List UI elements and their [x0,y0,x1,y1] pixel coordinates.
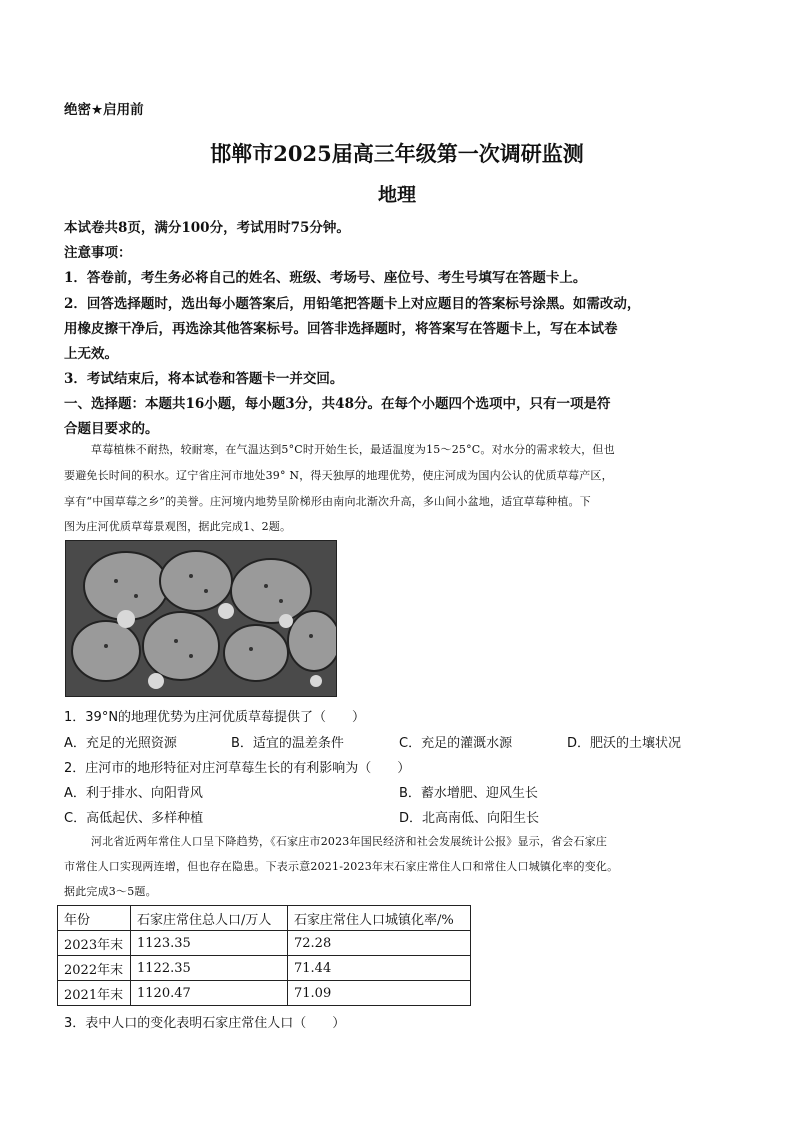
table-cell: 72.28 [288,931,471,956]
passage-2-line-2: 市常住人口实现两连增，但也存在隐患。下表示意2021-2023年末石家庄常住人口和常住人口城镇化率的变化。 [64,860,619,873]
passage-1-line-4: 图为庄河优质草莓景观图，据此完成1、2题。 [64,520,292,533]
table-cell: 71.44 [288,956,471,981]
table-header-population: 石家庄常住总人口/万人 [131,906,288,931]
passage-1-line-1: 草莓植株不耐热，较耐寒，在气温达到5°C时开始生长，最适温度为15～25°C。对水分的需求较大，但也 [91,443,615,456]
strawberry-landscape-photo [65,540,337,697]
question-2-option-d: D．北高南低、向阳生长 [399,811,540,826]
table-cell: 1122.35 [131,956,288,981]
table-cell: 2023年末 [58,931,131,956]
population-table [57,905,471,1006]
table-header-year: 年份 [58,906,131,931]
table-header-row [58,906,471,931]
question-1-option-c: C．充足的灌溉水源 [399,736,513,751]
note-2-line-3: 上无效。 [64,346,118,362]
passage-1-line-2: 要避免长时间的积水。辽宁省庄河市地处39° N，得天独厚的地理优势，使庄河成为国内公认的优质草莓产区， [64,469,613,482]
confidential-label: 绝密★启用前 [64,102,144,118]
question-1-option-b: B．适宜的温差条件 [231,736,344,751]
question-3-stem: 3．表中人口的变化表明石家庄常住人口（ ） [64,1016,346,1031]
exam-title: 邯郸市2025届高三年级第一次调研监测 [210,141,584,166]
section-1-heading-line-1: 一、选择题：本题共16小题，每小题3分，共48分。在每个小题四个选项中，只有一项是符 [64,396,611,412]
notes-title: 注意事项： [64,245,132,261]
passage-1-line-3: 享有“中国草莓之乡”的美誉。庄河境内地势呈阶梯形由南向北渐次升高，多山间小盆地，适宜草莓种植。下 [64,495,591,508]
section-1-heading-line-2: 合题目要求的。 [64,421,159,437]
note-3: 3．考试结束后，将本试卷和答题卡一并交回。 [64,371,344,387]
table-header-urbanization: 石家庄常住人口城镇化率/% [288,906,471,931]
question-2-option-a: A．利于排水、向阳背风 [64,786,203,801]
table-row [58,931,471,956]
question-2-option-b: B．蓄水增肥、迎风生长 [399,786,538,801]
table-cell: 1120.47 [131,981,288,1006]
question-2-stem: 2．庄河市的地形特征对庄河草莓生长的有利影响为（ ） [64,761,411,776]
table-cell: 2022年末 [58,956,131,981]
note-1: 1．答卷前，考生务必将自己的姓名、班级、考场号、座位号、考生号填写在答题卡上。 [64,270,587,286]
table-row [58,956,471,981]
passage-2-line-1: 河北省近两年常住人口呈下降趋势，《石家庄市2023年国民经济和社会发展统计公报》显示，省会石家庄 [91,835,608,848]
question-1-option-d: D．肥沃的土壤状况 [567,736,682,751]
table-cell: 71.09 [288,981,471,1006]
question-1-stem: 1．39°N的地理优势为庄河优质草莓提供了（ ） [64,710,366,725]
subject-title: 地理 [377,184,416,206]
note-2-line-1: 2．回答选择题时，选出每小题答案后，用铅笔把答题卡上对应题目的答案标号涂黑。如需改动， [64,296,641,312]
passage-2-line-3: 据此完成3～5题。 [64,885,157,898]
question-1-option-a: A．充足的光照资源 [64,736,177,751]
table-row [58,981,471,1006]
table-cell: 1123.35 [131,931,288,956]
note-2-line-2: 用橡皮擦干净后，再选涂其他答案标号。回答非选择题时，将答案写在答题卡上，写在本试卷 [64,321,618,337]
question-2-option-c: C．高低起伏、多样种植 [64,811,204,826]
table-cell: 2021年末 [58,981,131,1006]
exam-info: 本试卷共8页，满分100分，考试用时75分钟。 [64,220,350,236]
